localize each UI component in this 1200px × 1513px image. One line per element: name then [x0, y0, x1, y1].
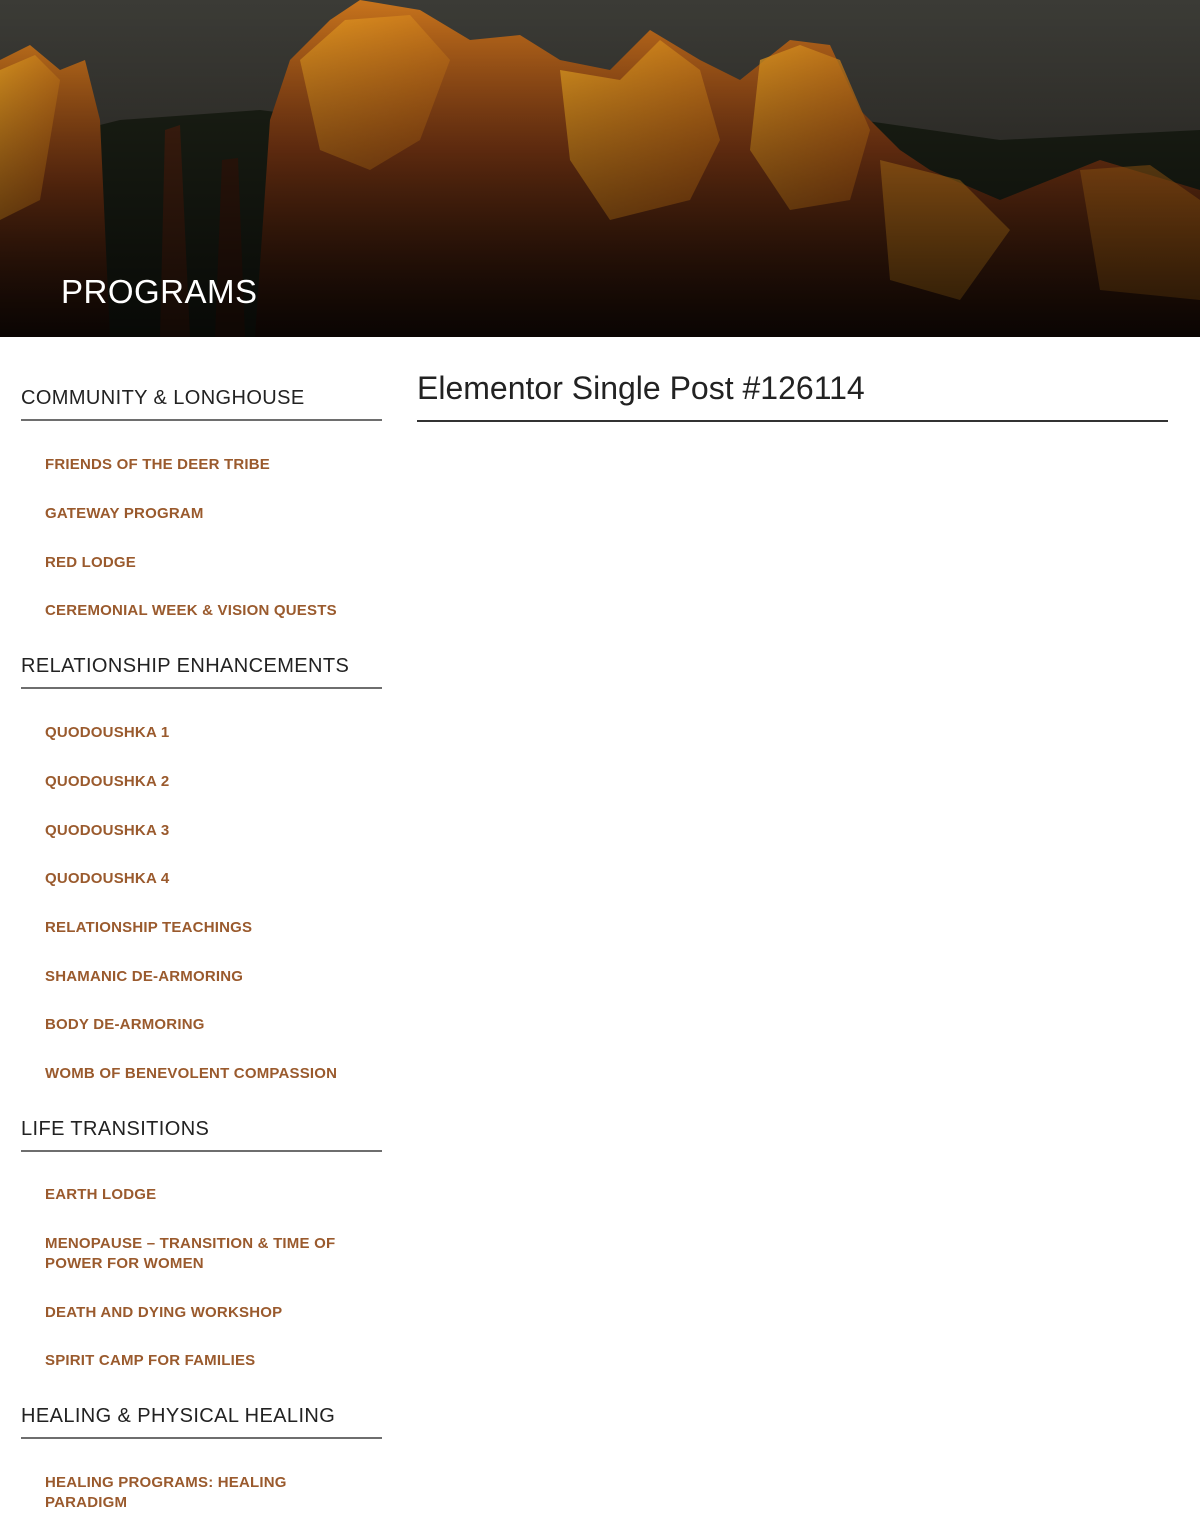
- nav-link-menopause-transition[interactable]: MENOPAUSE – TRANSITION & TIME OF POWER FOR WOMEN: [45, 1235, 336, 1272]
- nav-link-spirit-camp-for-families[interactable]: SPIRIT CAMP FOR FAMILIES: [45, 1352, 256, 1369]
- nav-link-quodoushka-2[interactable]: QUODOUSHKA 2: [45, 773, 170, 790]
- nav-link-red-lodge[interactable]: RED LODGE: [45, 554, 136, 571]
- nav-link-quodoushka-1[interactable]: QUODOUSHKA 1: [45, 724, 170, 741]
- nav-link-shamanic-de-armoring[interactable]: SHAMANIC DE-ARMORING: [45, 968, 244, 985]
- hero-banner: [0, 0, 1200, 337]
- post-title: Elementor Single Post #126114: [417, 367, 1168, 422]
- nav-link-earth-lodge[interactable]: EARTH LODGE: [45, 1186, 157, 1203]
- section-heading-healing-physical-healing: HEALING & PHYSICAL HEALING: [21, 1403, 382, 1439]
- section-heading-community-longhouse: COMMUNITY & LONGHOUSE: [21, 385, 382, 421]
- nav-link-gateway-program[interactable]: GATEWAY PROGRAM: [45, 505, 204, 522]
- nav-link-body-de-armoring[interactable]: BODY DE-ARMORING: [45, 1016, 205, 1033]
- page-title: PROGRAMS: [61, 273, 258, 310]
- nav-link-healing-programs[interactable]: HEALING PROGRAMS: HEALING PARADIGM: [45, 1474, 287, 1511]
- section-heading-life-transitions: LIFE TRANSITIONS: [21, 1116, 382, 1152]
- nav-link-womb-of-benevolent-compassion[interactable]: WOMB OF BENEVOLENT COMPASSION: [45, 1065, 338, 1082]
- nav-link-death-and-dying-workshop[interactable]: DEATH AND DYING WORKSHOP: [45, 1304, 283, 1321]
- nav-link-quodoushka-4[interactable]: QUODOUSHKA 4: [45, 870, 170, 887]
- nav-link-quodoushka-3[interactable]: QUODOUSHKA 3: [45, 822, 170, 839]
- nav-link-relationship-teachings[interactable]: RELATIONSHIP TEACHINGS: [45, 919, 253, 936]
- section-heading-relationship-enhancements: RELATIONSHIP ENHANCEMENTS: [21, 653, 382, 689]
- nav-link-friends-of-the-deer-tribe[interactable]: FRIENDS OF THE DEER TRIBE: [45, 456, 271, 473]
- nav-link-ceremonial-week-vision-quests[interactable]: CEREMONIAL WEEK & VISION QUESTS: [45, 602, 337, 619]
